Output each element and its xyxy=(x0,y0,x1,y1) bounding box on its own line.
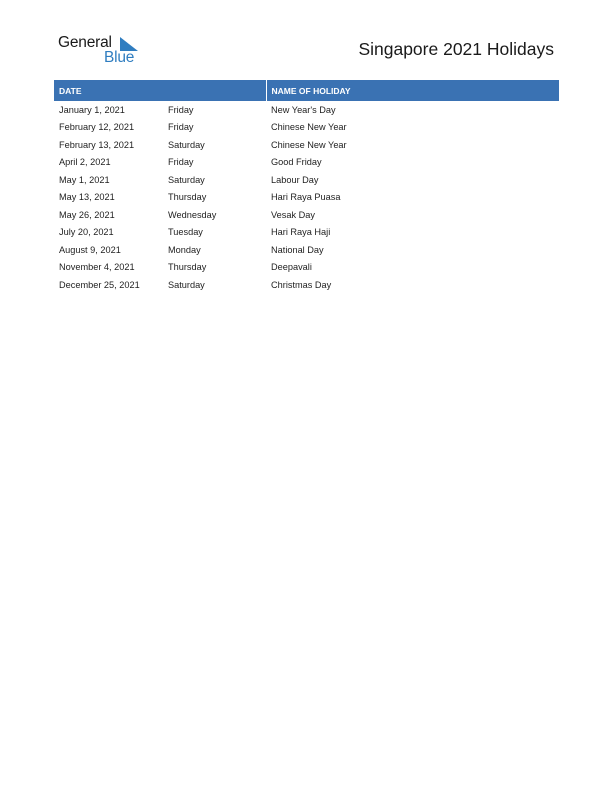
table-row xyxy=(54,241,559,259)
cell-day: Saturday xyxy=(168,139,205,150)
cell-holiday-name: Christmas Day xyxy=(271,279,332,290)
cell-holiday-name: Chinese New Year xyxy=(271,139,347,150)
cell-holiday-name: National Day xyxy=(271,244,324,255)
table-row xyxy=(54,206,559,224)
cell-date: May 26, 2021 xyxy=(59,209,115,220)
table-row xyxy=(54,171,559,189)
cell-date: August 9, 2021 xyxy=(59,244,121,255)
cell-day: Friday xyxy=(168,104,194,115)
cell-holiday-name: New Year's Day xyxy=(271,104,336,115)
cell-date: November 4, 2021 xyxy=(59,262,135,273)
table-row xyxy=(54,276,559,294)
cell-day: Wednesday xyxy=(168,209,217,220)
table-row xyxy=(54,136,559,154)
cell-date: February 12, 2021 xyxy=(59,122,135,133)
table-row xyxy=(54,259,559,277)
page-title: Singapore 2021 Holidays xyxy=(358,39,554,59)
table-row xyxy=(54,119,559,137)
cell-date: May 13, 2021 xyxy=(59,192,115,203)
cell-date: May 1, 2021 xyxy=(59,174,110,185)
table-row xyxy=(54,224,559,242)
cell-day: Thursday xyxy=(168,262,207,273)
generalblue-logo xyxy=(58,34,148,68)
cell-day: Thursday xyxy=(168,192,207,203)
cell-holiday-name: Chinese New Year xyxy=(271,122,347,133)
cell-date: February 13, 2021 xyxy=(59,139,135,150)
table-body xyxy=(54,101,559,294)
cell-date: December 25, 2021 xyxy=(59,279,140,290)
logo-text-general: General xyxy=(58,34,112,51)
cell-holiday-name: Good Friday xyxy=(271,157,322,168)
cell-date: July 20, 2021 xyxy=(59,227,114,238)
table-row xyxy=(54,101,559,119)
cell-day: Monday xyxy=(168,244,201,255)
header-date: DATE xyxy=(54,80,266,101)
cell-day: Friday xyxy=(168,122,194,133)
cell-holiday-name: Deepavali xyxy=(271,262,312,273)
cell-date: April 2, 2021 xyxy=(59,157,111,168)
cell-holiday-name: Hari Raya Haji xyxy=(271,227,331,238)
table-row xyxy=(54,189,559,207)
cell-day: Saturday xyxy=(168,279,205,290)
holiday-table xyxy=(54,80,559,294)
table-row xyxy=(54,154,559,172)
cell-day: Friday xyxy=(168,157,194,168)
header-holiday-name: NAME OF HOLIDAY xyxy=(266,80,559,101)
cell-holiday-name: Labour Day xyxy=(271,174,319,185)
cell-day: Saturday xyxy=(168,174,205,185)
cell-holiday-name: Hari Raya Puasa xyxy=(271,192,341,203)
cell-day: Tuesday xyxy=(168,227,203,238)
logo-text-blue: Blue xyxy=(104,49,135,66)
cell-date: January 1, 2021 xyxy=(59,104,125,115)
table-header-row xyxy=(54,80,559,101)
cell-holiday-name: Vesak Day xyxy=(271,209,315,220)
